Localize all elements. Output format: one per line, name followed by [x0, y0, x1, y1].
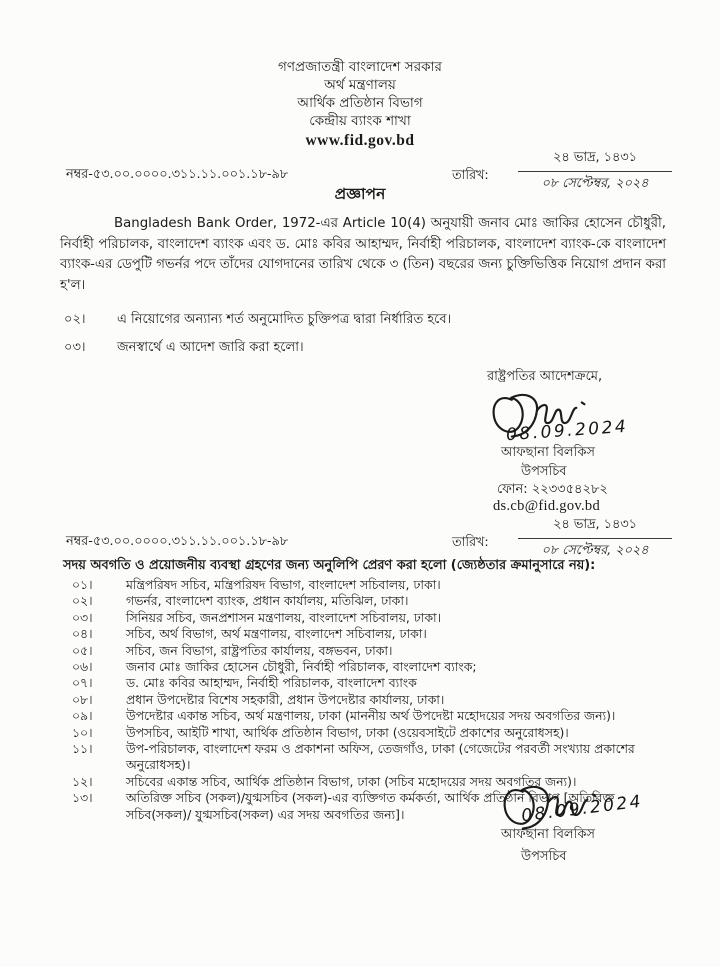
- list-item-number: ০১।: [72, 577, 93, 592]
- list-item-number: ০৯।: [72, 708, 93, 724]
- list-item-number: ০৩।: [72, 609, 93, 625]
- government-name: গণপ্রজাতন্ত্রী বাংলাদেশ সরকার: [278, 59, 442, 75]
- list-item-text: অতিরিক্ত সচিব (সকল)/যুগ্মসচিব (সকল)-এর ব্যক্তিগত কর্মকর্তা, আর্থিক প্রতিষ্ঠান বিভাগ [অতিরিক্ত সচিব(সকল)/ যুগ্মসচিব(সকল) এর সদয় অবগতির জন্য]।: [126, 790, 615, 822]
- letterhead: [0, 58, 720, 151]
- list-item-number: ০৬।: [72, 659, 93, 675]
- list-item: [72, 725, 678, 741]
- list-item-number: ১০।: [72, 724, 93, 740]
- by-order-of-president-text: রাষ্ট্রপতির আদেশক্রমে,: [487, 369, 603, 384]
- date-gregorian: ০৮ সেপ্টেম্বর, ২০২৪: [541, 176, 649, 191]
- ministry-name: অর্থ মন্ত্রণালয়: [324, 77, 396, 93]
- list-item: [72, 577, 678, 593]
- list-item: [72, 643, 678, 659]
- list-item-text: জনাব মোঃ জাকির হোসেন চৌধুরী, নির্বাহী পরিচালক, বাংলাদেশ ব্যাংক;: [126, 659, 477, 675]
- list-item: [72, 675, 678, 691]
- memo-line-bottom: [0, 515, 720, 561]
- distribution-heading: সদয় অবগতি ও প্রয়োজনীয় ব্যবস্থা গ্রহণের জন্য অনুলিপি প্রেরণ করা হলো (জ্যেষ্ঠতার ক্রমানুসারে নয়):: [63, 558, 596, 573]
- list-item: [72, 659, 678, 675]
- list-item-text: ড. মোঃ কবির আহাম্মদ, নির্বাহী পরিচালক, বাংলাদেশ ব্যাংক: [126, 675, 417, 691]
- list-item-text: উপসচিব, আইটি শাখা, আর্থিক প্রতিষ্ঠান বিভাগ, ঢাকা (ওয়েবসাইটে প্রকাশের অনুরোধসহ)।: [126, 724, 569, 740]
- list-item: [72, 741, 678, 774]
- body-paragraph: Bangladesh Bank Order, 1972-এর Article 10(4) অনুযায়ী জনাব মোঃ জাকির হোসেন চৌধুরী, নির্বাহী পরিচালক, বাংলাদেশ ব্যাংক এবং ড. মোঃ কবির আহাম্মদ, নির্বাহী পরিচালক, বাংলাদেশ ব্যাংক-কে বাংলাদেশ ব্যাংক-এর ডেপুটি গভর্নর পদে তাঁদের যোগদানের তারিখ থেকে ৩ (তিন) বছরের জন্য চুক্তিভিত্তিক নিয়োগ প্রদান করা হ'ল।: [60, 216, 666, 293]
- list-item-text: উপ-পরিচালক, বাংলাদেশ ফরম ও প্রকাশনা অফিস, তেজগাঁও, ঢাকা (গেজেটের পরবর্তী সংখ্যায় প্রকাশের অনুরোধসহ)।: [126, 741, 635, 773]
- list-item-text: সিনিয়র সচিব, জনপ্রশাসন মন্ত্রণালয়, বাংলাদেশ সচিবালয়, ঢাকা।: [126, 609, 442, 625]
- list-item-number: ০৮।: [72, 691, 93, 707]
- branch-name: কেন্দ্রীয় ব্যাংক শাখা: [309, 113, 411, 129]
- phone-number: ফোন: ২২৩৩৫৪২৮২: [497, 482, 608, 497]
- date-bangla: ২৪ ভাদ্র, ১৪৩১: [518, 515, 672, 539]
- clause-number: ০৩।: [64, 340, 86, 355]
- list-item-text: সচিব, জন বিভাগ, রাষ্ট্রপতির কার্যালয়, বঙ্গভবন, ঢাকা।: [126, 642, 393, 658]
- list-item-number: ০৭।: [72, 675, 93, 691]
- website-url: www.fid.gov.bd: [305, 132, 415, 149]
- clause-text: জনস্বার্থে এ আদেশ জারি করা হলো।: [117, 340, 304, 355]
- list-item-number: ০৪।: [72, 626, 93, 642]
- list-item-number: ০৫।: [72, 642, 93, 658]
- division-name: আর্থিক প্রতিষ্ঠান বিভাগ: [297, 95, 423, 111]
- list-item: [72, 610, 678, 626]
- date-label: তারিখ:: [452, 535, 489, 550]
- list-item-text: উপদেষ্টার একান্ত সচিব, অর্থ মন্ত্রণালয়, ঢাকা (মাননীয় অর্থ উপদেষ্টা মহোদয়ের সদয় অবগতির জন্য)।: [126, 708, 616, 724]
- clause-text: এ নিয়োগের অন্যান্য শর্ত অনুমোদিত চুক্তিপত্র দ্বারা নির্ধারিত হবে।: [117, 312, 452, 327]
- list-item: [72, 593, 678, 609]
- signatory-name: আফছানা বিলকিস: [501, 445, 596, 460]
- clause-number: ০২।: [64, 312, 86, 327]
- notification-title: প্রজ্ঞাপন: [334, 185, 386, 203]
- clause-03: [64, 338, 664, 359]
- list-item: [72, 692, 678, 708]
- signatory-designation: উপসচিব: [521, 464, 567, 479]
- list-item-number: ১১।: [72, 741, 93, 757]
- date-gregorian: ০৮ সেপ্টেম্বর, ২০২৪: [541, 543, 649, 558]
- list-item-number: ০২।: [72, 593, 93, 609]
- date-bangla: ২৪ ভাদ্র, ১৪৩১: [518, 148, 672, 172]
- list-item-text: সচিবের একান্ত সচিব, আর্থিক প্রতিষ্ঠান বিভাগ, ঢাকা (সচিব মহোদয়ের সদয় অবগতির জন্য)।: [126, 773, 577, 789]
- list-item-text: প্রধান উপদেষ্টার বিশেষ সহকারী, প্রধান উপদেষ্টার কার্যালয়, ঢাকা।: [126, 691, 445, 707]
- list-item-text: মন্ত্রিপরিষদ সচিব, মন্ত্রিপরিষদ বিভাগ, বাংলাদেশ সচিবালয়, ঢাকা।: [126, 577, 441, 592]
- handwritten-date: 08.09.2024: [505, 416, 629, 446]
- email-address: ds.cb@fid.gov.bd: [493, 498, 601, 514]
- date-label: তারিখ:: [452, 168, 489, 183]
- date-stack: [518, 515, 672, 562]
- handwritten-date: 08.09.2024: [520, 791, 645, 827]
- list-item-number: ১২।: [72, 773, 93, 789]
- list-item-number: ১৩।: [72, 790, 93, 806]
- signatory-name: আফছানা বিলকিস: [501, 827, 596, 842]
- list-item-text: গভর্নর, বাংলাদেশ ব্যাংক, প্রধান কার্যালয়, মতিঝিল, ঢাকা।: [126, 593, 409, 609]
- memo-number: নম্বর-৫৩.০০.০০০০.৩১১.১১.০০১.১৮-৯৮: [66, 167, 289, 182]
- clause-02: [64, 310, 664, 331]
- signatory-designation: উপসচিব: [521, 849, 567, 864]
- list-item-text: সচিব, অর্থ বিভাগ, অর্থ মন্ত্রণালয়, বাংলাদেশ সচিবালয়, ঢাকা।: [126, 626, 427, 642]
- memo-number: নম্বর-৫৩.০০.০০০০.৩১১.১১.০০১.১৮-৯৮: [66, 534, 289, 549]
- list-item: [72, 626, 678, 642]
- list-item: [72, 708, 678, 724]
